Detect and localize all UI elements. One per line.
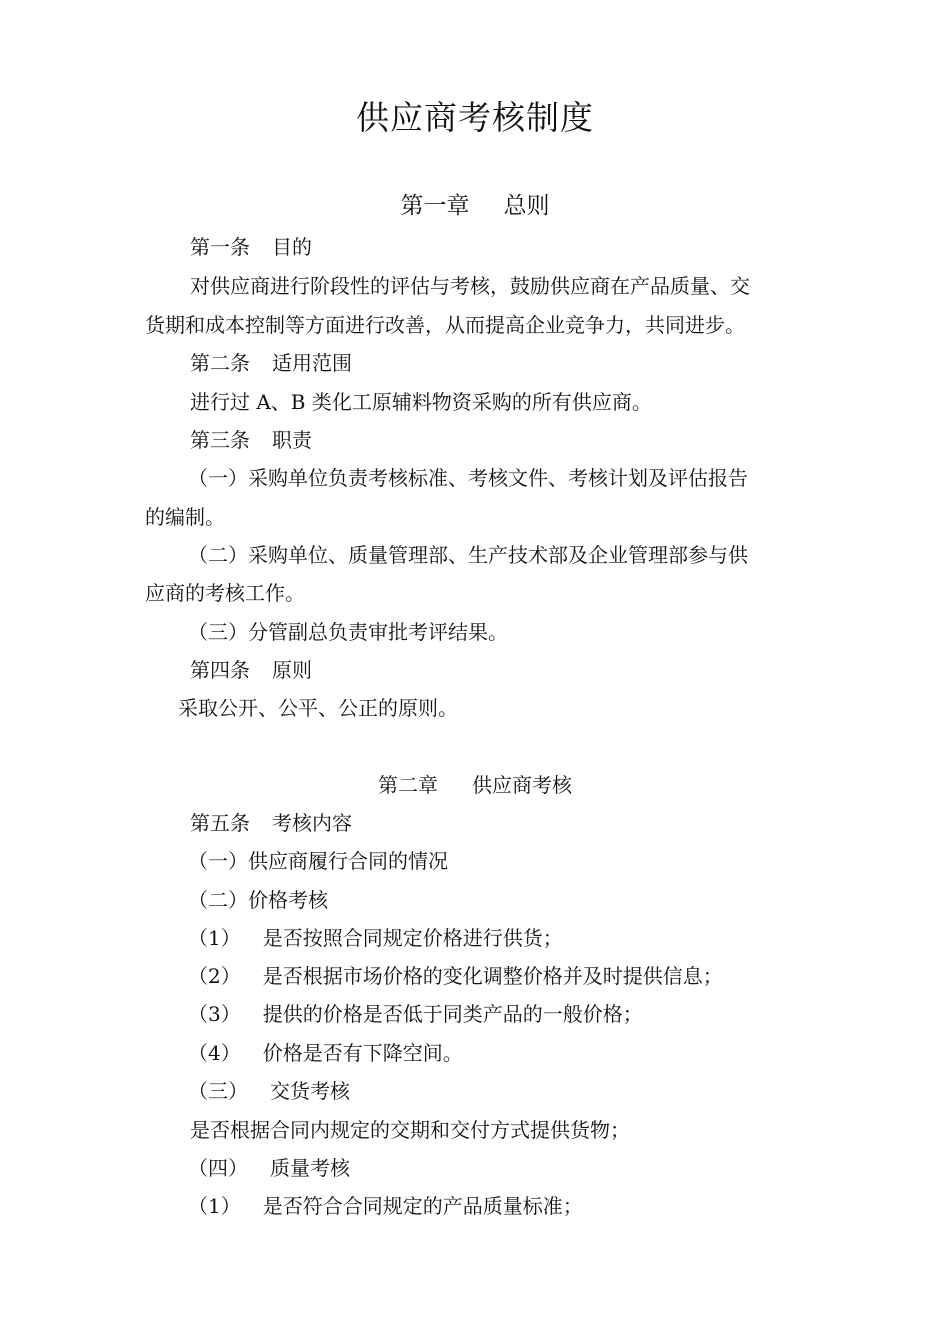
article-1-body-line-2: 货期和成本控制等方面进行改善，从而提高企业竞争力，共同进步。 <box>145 313 745 337</box>
document-title: 供应商考核制度 <box>356 98 594 137</box>
article-4-body: 采取公开、公平、公正的原则。 <box>178 696 458 720</box>
article-4-number: 第四条 <box>190 658 250 682</box>
article-3-item-2-line-1: （二）采购单位、质量管理部、生产技术部及企业管理部参与供 <box>188 543 748 567</box>
section-4-item-1-number: （1） <box>188 1194 241 1218</box>
article-3-number: 第三条 <box>190 428 250 452</box>
article-1-name: 目的 <box>272 235 312 259</box>
article-2-name: 适用范围 <box>272 351 352 375</box>
article-2-number: 第二条 <box>190 351 250 375</box>
section-2-item-4-number: （4） <box>188 1041 241 1065</box>
chapter-1-name: 总则 <box>503 193 550 219</box>
chapter-2-number: 第二章 <box>378 773 438 797</box>
chapter-1-heading <box>0 190 950 222</box>
article-3-item-2-line-2: 应商的考核工作。 <box>145 581 305 605</box>
article-1-number: 第一条 <box>190 235 250 259</box>
section-3-heading <box>188 1076 350 1106</box>
section-2-item-3-number: （3） <box>188 1002 241 1026</box>
article-5-heading <box>190 808 352 838</box>
section-2-item-1-text: 是否按照合同规定价格进行供货； <box>262 926 563 950</box>
section-4-item-1-text: 是否符合合同规定的产品质量标准； <box>262 1194 583 1218</box>
article-1-body-line-1: 对供应商进行阶段性的评估与考核，鼓励供应商在产品质量、交 <box>190 274 750 298</box>
section-2-item-2 <box>188 961 723 991</box>
article-3-item-1-line-2: 的编制。 <box>145 505 225 529</box>
section-4-number: （四） <box>188 1156 248 1180</box>
article-1-heading <box>190 232 312 262</box>
section-2-item-4 <box>188 1038 463 1068</box>
section-2-item-1-number: （1） <box>188 926 241 950</box>
section-2-item-2-text: 是否根据市场价格的变化调整价格并及时提供信息； <box>262 964 723 988</box>
chapter-1-number: 第一章 <box>400 193 470 219</box>
section-3-name: 交货考核 <box>270 1079 350 1103</box>
section-2-item-1 <box>188 923 563 953</box>
section-3-number: （三） <box>188 1079 248 1103</box>
chapter-2-name: 供应商考核 <box>472 773 572 797</box>
article-3-heading <box>190 425 312 455</box>
section-4-name: 质量考核 <box>270 1156 350 1180</box>
article-3-name: 职责 <box>272 428 312 452</box>
section-1: （一）供应商履行合同的情况 <box>188 849 448 873</box>
section-2: （二）价格考核 <box>188 888 328 912</box>
article-3-item-1-line-1: （一）采购单位负责考核标准、考核文件、考核计划及评估报告 <box>188 466 748 490</box>
article-3-item-3: （三）分管副总负责审批考评结果。 <box>188 620 508 644</box>
section-2-item-3 <box>188 999 643 1029</box>
article-5-number: 第五条 <box>190 811 250 835</box>
chapter-2-heading <box>0 770 950 800</box>
article-5-name: 考核内容 <box>272 811 352 835</box>
article-4-heading <box>190 655 312 685</box>
section-2-item-3-text: 提供的价格是否低于同类产品的一般价格； <box>262 1002 643 1026</box>
section-4-item-1 <box>188 1191 583 1221</box>
article-4-name: 原则 <box>272 658 312 682</box>
section-2-item-2-number: （2） <box>188 964 241 988</box>
section-4-heading <box>188 1153 350 1183</box>
article-2-body: 进行过 A、B 类化工原辅料物资采购的所有供应商。 <box>190 390 652 414</box>
article-2-heading <box>190 348 352 378</box>
section-2-item-4-text: 价格是否有下降空间。 <box>262 1041 463 1065</box>
section-3-body: 是否根据合同内规定的交期和交付方式提供货物； <box>190 1118 630 1142</box>
